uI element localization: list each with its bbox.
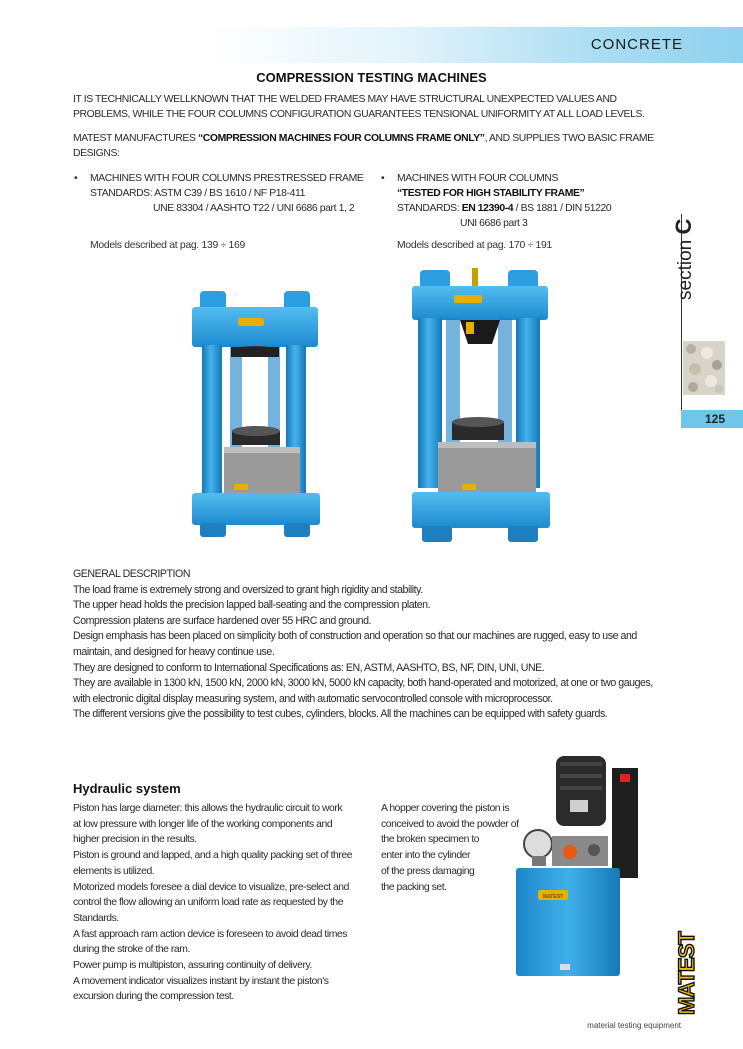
hydraulic-line: of the press damaging xyxy=(381,865,475,877)
hydraulic-line: conceived to avoid the powder of xyxy=(381,818,519,830)
hydraulic-line: Standards. xyxy=(73,912,119,924)
general-description-line: The load frame is extremely strong and oversized to grant high rigidity and stability. xyxy=(73,583,423,596)
bullet-dot: • xyxy=(381,173,385,184)
general-description-line: with electronic digital display measuring system, and with automatic servocontrolled console with microprocessor. xyxy=(73,692,553,705)
hydraulic-power-unit-image xyxy=(508,752,643,982)
right-design-line3-bold: EN 12390-4 xyxy=(461,203,514,214)
general-description-line: Design emphasis has been placed on simplicity both of construction and operation so that our machines are rugged, easy to use and xyxy=(73,630,637,643)
manufactures-bold: “COMPRESSION MACHINES FOUR COLUMNS FRAME ONLY” xyxy=(197,133,485,144)
section-word: section xyxy=(675,239,696,300)
hydraulic-line: Power pump is multipiston, assuring continuity of delivery. xyxy=(73,960,312,972)
left-design xyxy=(74,171,380,216)
hydraulic-line: A hopper covering the piston is xyxy=(381,803,510,814)
right-design-line3-prefix: STANDARDS: xyxy=(397,203,462,214)
prestressed-frame-machine-image xyxy=(180,285,330,545)
general-description-line: They are available in 1300 kN, 1500 kN, 2000 kN, 3000 kN, 5000 kN capacity, both hand-operated and motorized, at one or two gauges, xyxy=(73,677,653,690)
hydraulic-line: A fast approach ram action device is foreseen to avoid dead times xyxy=(73,928,347,940)
logo-text: MATEST xyxy=(674,932,699,1015)
manufactures-suffix: , AND SUPPLIES TWO BASIC FRAME xyxy=(484,133,654,144)
hydraulic-line: control the flow allowing an uniform load rate as requested by the xyxy=(73,897,344,909)
right-design xyxy=(381,171,667,231)
right-models: Models described at pag. 170 ÷ 191 xyxy=(397,240,552,251)
intro-paragraph xyxy=(73,92,663,122)
section-letter: C xyxy=(671,218,696,235)
left-design-line2: STANDARDS: ASTM C39 / BS 1610 / NF P18-411 xyxy=(90,188,305,199)
intro-line: IT IS TECHNICALLY WELLKNOWN THAT THE WELDED FRAMES MAY HAVE STRUCTURAL UNEXPECTED VALUES AND xyxy=(73,94,617,105)
right-design-line1: MACHINES WITH FOUR COLUMNS xyxy=(397,173,559,184)
hydraulic-line: excursion during the compression test. xyxy=(73,991,234,1003)
hydraulic-line: Motorized models foresee a dial device to visualize, pre-select and xyxy=(73,881,349,893)
manufactures-prefix: MATEST MANUFACTURES xyxy=(73,133,198,144)
hydraulic-line: the broken specimen to xyxy=(381,834,480,846)
general-description xyxy=(73,567,673,723)
left-design-line3: UNE 83304 / AASHTO T22 / UNI 6686 part 1, 2 xyxy=(153,203,355,214)
hydraulic-left-column xyxy=(73,801,373,1005)
hydraulic-line: during the stroke of the ram. xyxy=(73,944,190,956)
right-design-line3-suffix: / BS 1881 / DIN 51220 xyxy=(513,203,612,214)
footer-text: material testing equipment xyxy=(587,1021,681,1030)
general-description-line: maintain, and designed for heavy continue use. xyxy=(73,645,275,658)
general-description-heading: GENERAL DESCRIPTION xyxy=(73,568,191,580)
hydraulic-system-title: Hydraulic system xyxy=(73,781,181,796)
hydraulic-line: higher precision in the results. xyxy=(73,834,197,846)
right-design-line4: UNI 6686 part 3 xyxy=(460,218,528,229)
matest-logo xyxy=(670,925,704,1017)
hydraulic-line: enter into the cylinder xyxy=(381,850,470,862)
hydraulic-line: elements is utilized. xyxy=(73,865,155,877)
section-label xyxy=(671,219,697,300)
hydraulic-line: at low pressure with longer life of the working components and xyxy=(73,818,333,830)
left-design-line1: MACHINES WITH FOUR COLUMNS PRESTRESSED FRAME xyxy=(90,173,364,184)
left-models: Models described at pag. 139 ÷ 169 xyxy=(90,240,245,251)
unit-plate-text: MATEST xyxy=(542,894,564,900)
right-design-line2: “TESTED FOR HIGH STABILITY FRAME” xyxy=(397,188,585,199)
general-description-line: The upper head holds the precision lapped ball-seating and the compression platen. xyxy=(73,599,431,612)
hydraulic-line: Piston has large diameter: this allows the hydraulic circuit to work xyxy=(73,803,343,814)
general-description-line: Compression platens are surface hardened over 55 HRC and ground. xyxy=(73,614,372,627)
concrete-sample-thumbnail xyxy=(683,341,725,395)
hydraulic-line: the packing set. xyxy=(381,881,447,893)
general-description-line: They are designed to conform to International Specifications as: EN, ASTM, AASHTO, BS, NF, DIN, UNI, UNE. xyxy=(73,661,545,674)
high-stability-frame-machine-image xyxy=(400,262,558,552)
page-title: COMPRESSION TESTING MACHINES xyxy=(256,70,487,85)
manufactures-line2: DESIGNS: xyxy=(73,148,120,159)
general-description-line: The different versions give the possibility to test cubes, cylinders, blocks. All the machines can be equipped with safety guards. xyxy=(73,708,608,721)
header-band xyxy=(0,27,743,63)
intro-line: PROBLEMS, WHILE THE FOUR COLUMNS CONFIGURATION GUARANTEES TENSIONAL UNIFORMITY AT ALL LOAD LEVELS. xyxy=(73,109,645,120)
hydraulic-line: Piston is ground and lapped, and a high quality packing set of three xyxy=(73,850,353,862)
manufactures-paragraph xyxy=(73,131,663,161)
bullet-dot: • xyxy=(74,173,78,184)
hydraulic-line: A movement indicator visualizes instant by instant the piston's xyxy=(73,975,329,987)
page-number: 125 xyxy=(681,410,743,428)
section-title: CONCRETE xyxy=(590,36,683,53)
